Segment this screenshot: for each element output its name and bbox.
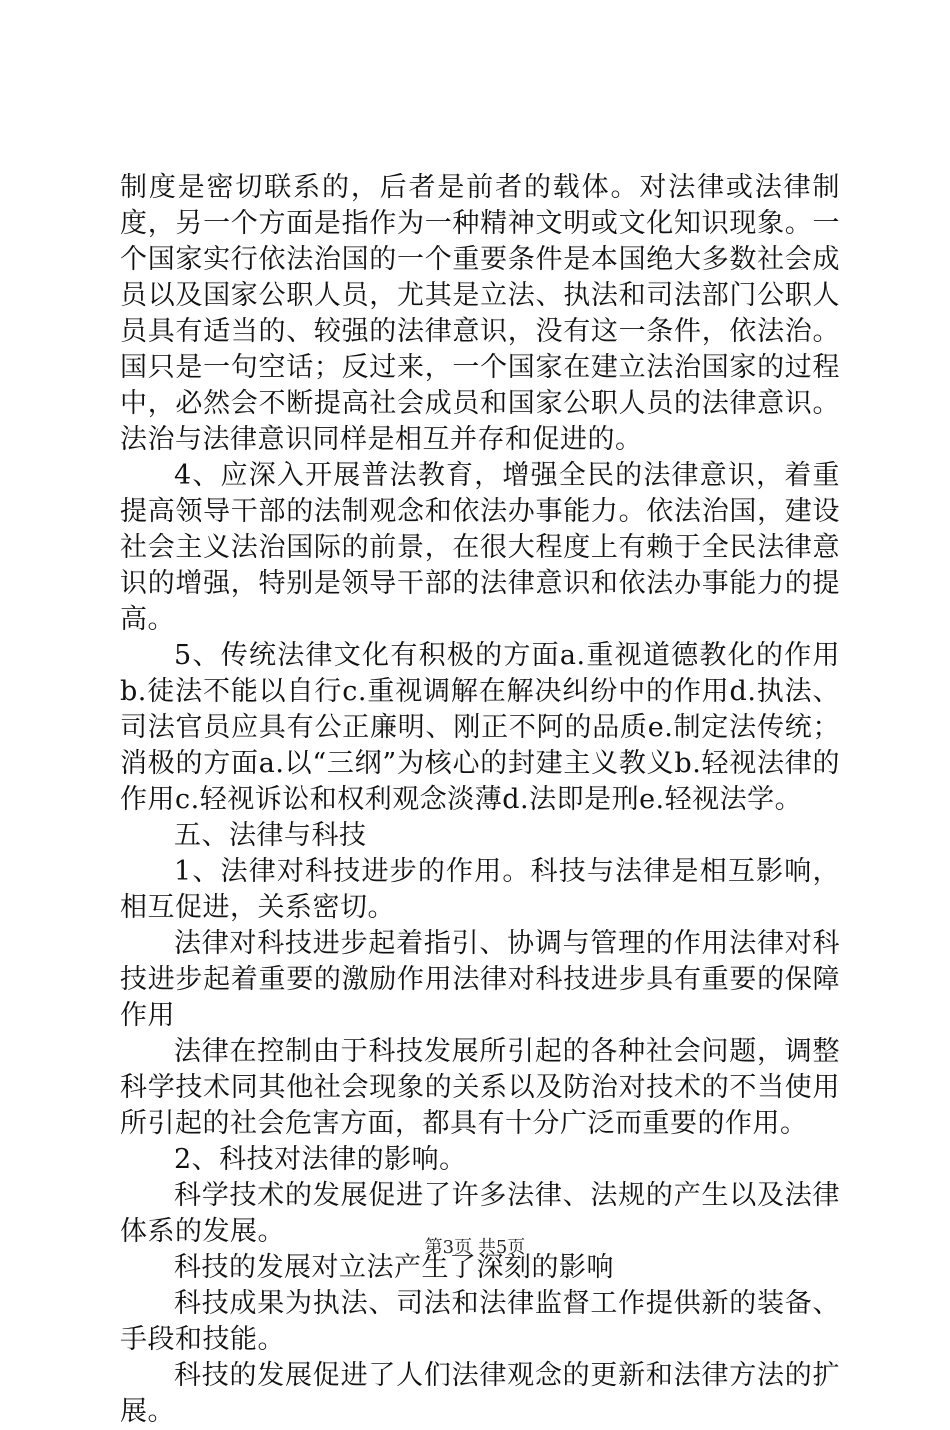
paragraph-6: 法律对科技进步起着指引、协调与管理的作用法律对科技进步起着重要的激励作用法律对科技进步具有重要的保障作用	[120, 928, 840, 1031]
section-heading: 五、法律与科技	[174, 820, 367, 851]
paragraph-8: 2、科技对法律的影响。	[174, 1144, 467, 1175]
paragraph-10: 科技的发展对立法产生了深刻的影响	[174, 1252, 614, 1283]
paragraph-9: 科学技术的发展促进了许多法律、法规的产生以及法律体系的发展。	[120, 1180, 840, 1247]
paragraph-1: 制度是密切联系的，后者是前者的载体。对法律或法律制度，另一个方面是指作为一种精神文明或文化知识现象。一个国家实行依法治国的一个重要条件是本国绝大多数社会成员以及国家公职人员，尤其是立法、执法和司法部门公职人员具有适当的、较强的法律意识，没有这一条件，依法治。国只是一句空话；反过来，一个国家在建立法治国家的过程中，必然会不断提高社会成员和国家公职人员的法律意识。法治与法律意识同样是相互并存和促进的。	[120, 172, 840, 455]
paragraph-7: 法律在控制由于科技发展所引起的各种社会问题，调整科学技术同其他社会现象的关系以及防治对技术的不当使用所引起的社会危害方面，都具有十分广泛而重要的作用。	[120, 1036, 840, 1139]
page-number-footer: 第3页 共5页	[424, 1237, 526, 1258]
paragraph-11: 科技成果为执法、司法和法律监督工作提供新的装备、手段和技能。	[120, 1288, 840, 1355]
paragraph-3: 5、传统法律文化有积极的方面a.重视道德教化的作用b.徒法不能以自行c.重视调解在解决纠纷中的作用d.执法、司法官员应具有公正廉明、刚正不阿的品质e.制定法传统；消极的方面a.以“三纲”为核心的封建主义教义b.轻视法律的作用c.轻视诉讼和权利观念淡薄d.法即是刑e.轻视法学。	[120, 640, 840, 815]
paragraph-5: 1、法律对科技进步的作用。科技与法律是相互影响，相互促进，关系密切。	[120, 856, 840, 923]
paragraph-2: 4、应深入开展普法教育，增强全民的法律意识，着重提高领导干部的法制观念和依法办事能力。依法治国，建设社会主义法治国际的前景，在很大程度上有赖于全民法律意识的增强，特别是领导干部的法律意识和依法办事能力的提高。	[120, 460, 840, 635]
paragraph-12: 科技的发展促进了人们法律观念的更新和法律方法的扩展。	[120, 1360, 840, 1427]
